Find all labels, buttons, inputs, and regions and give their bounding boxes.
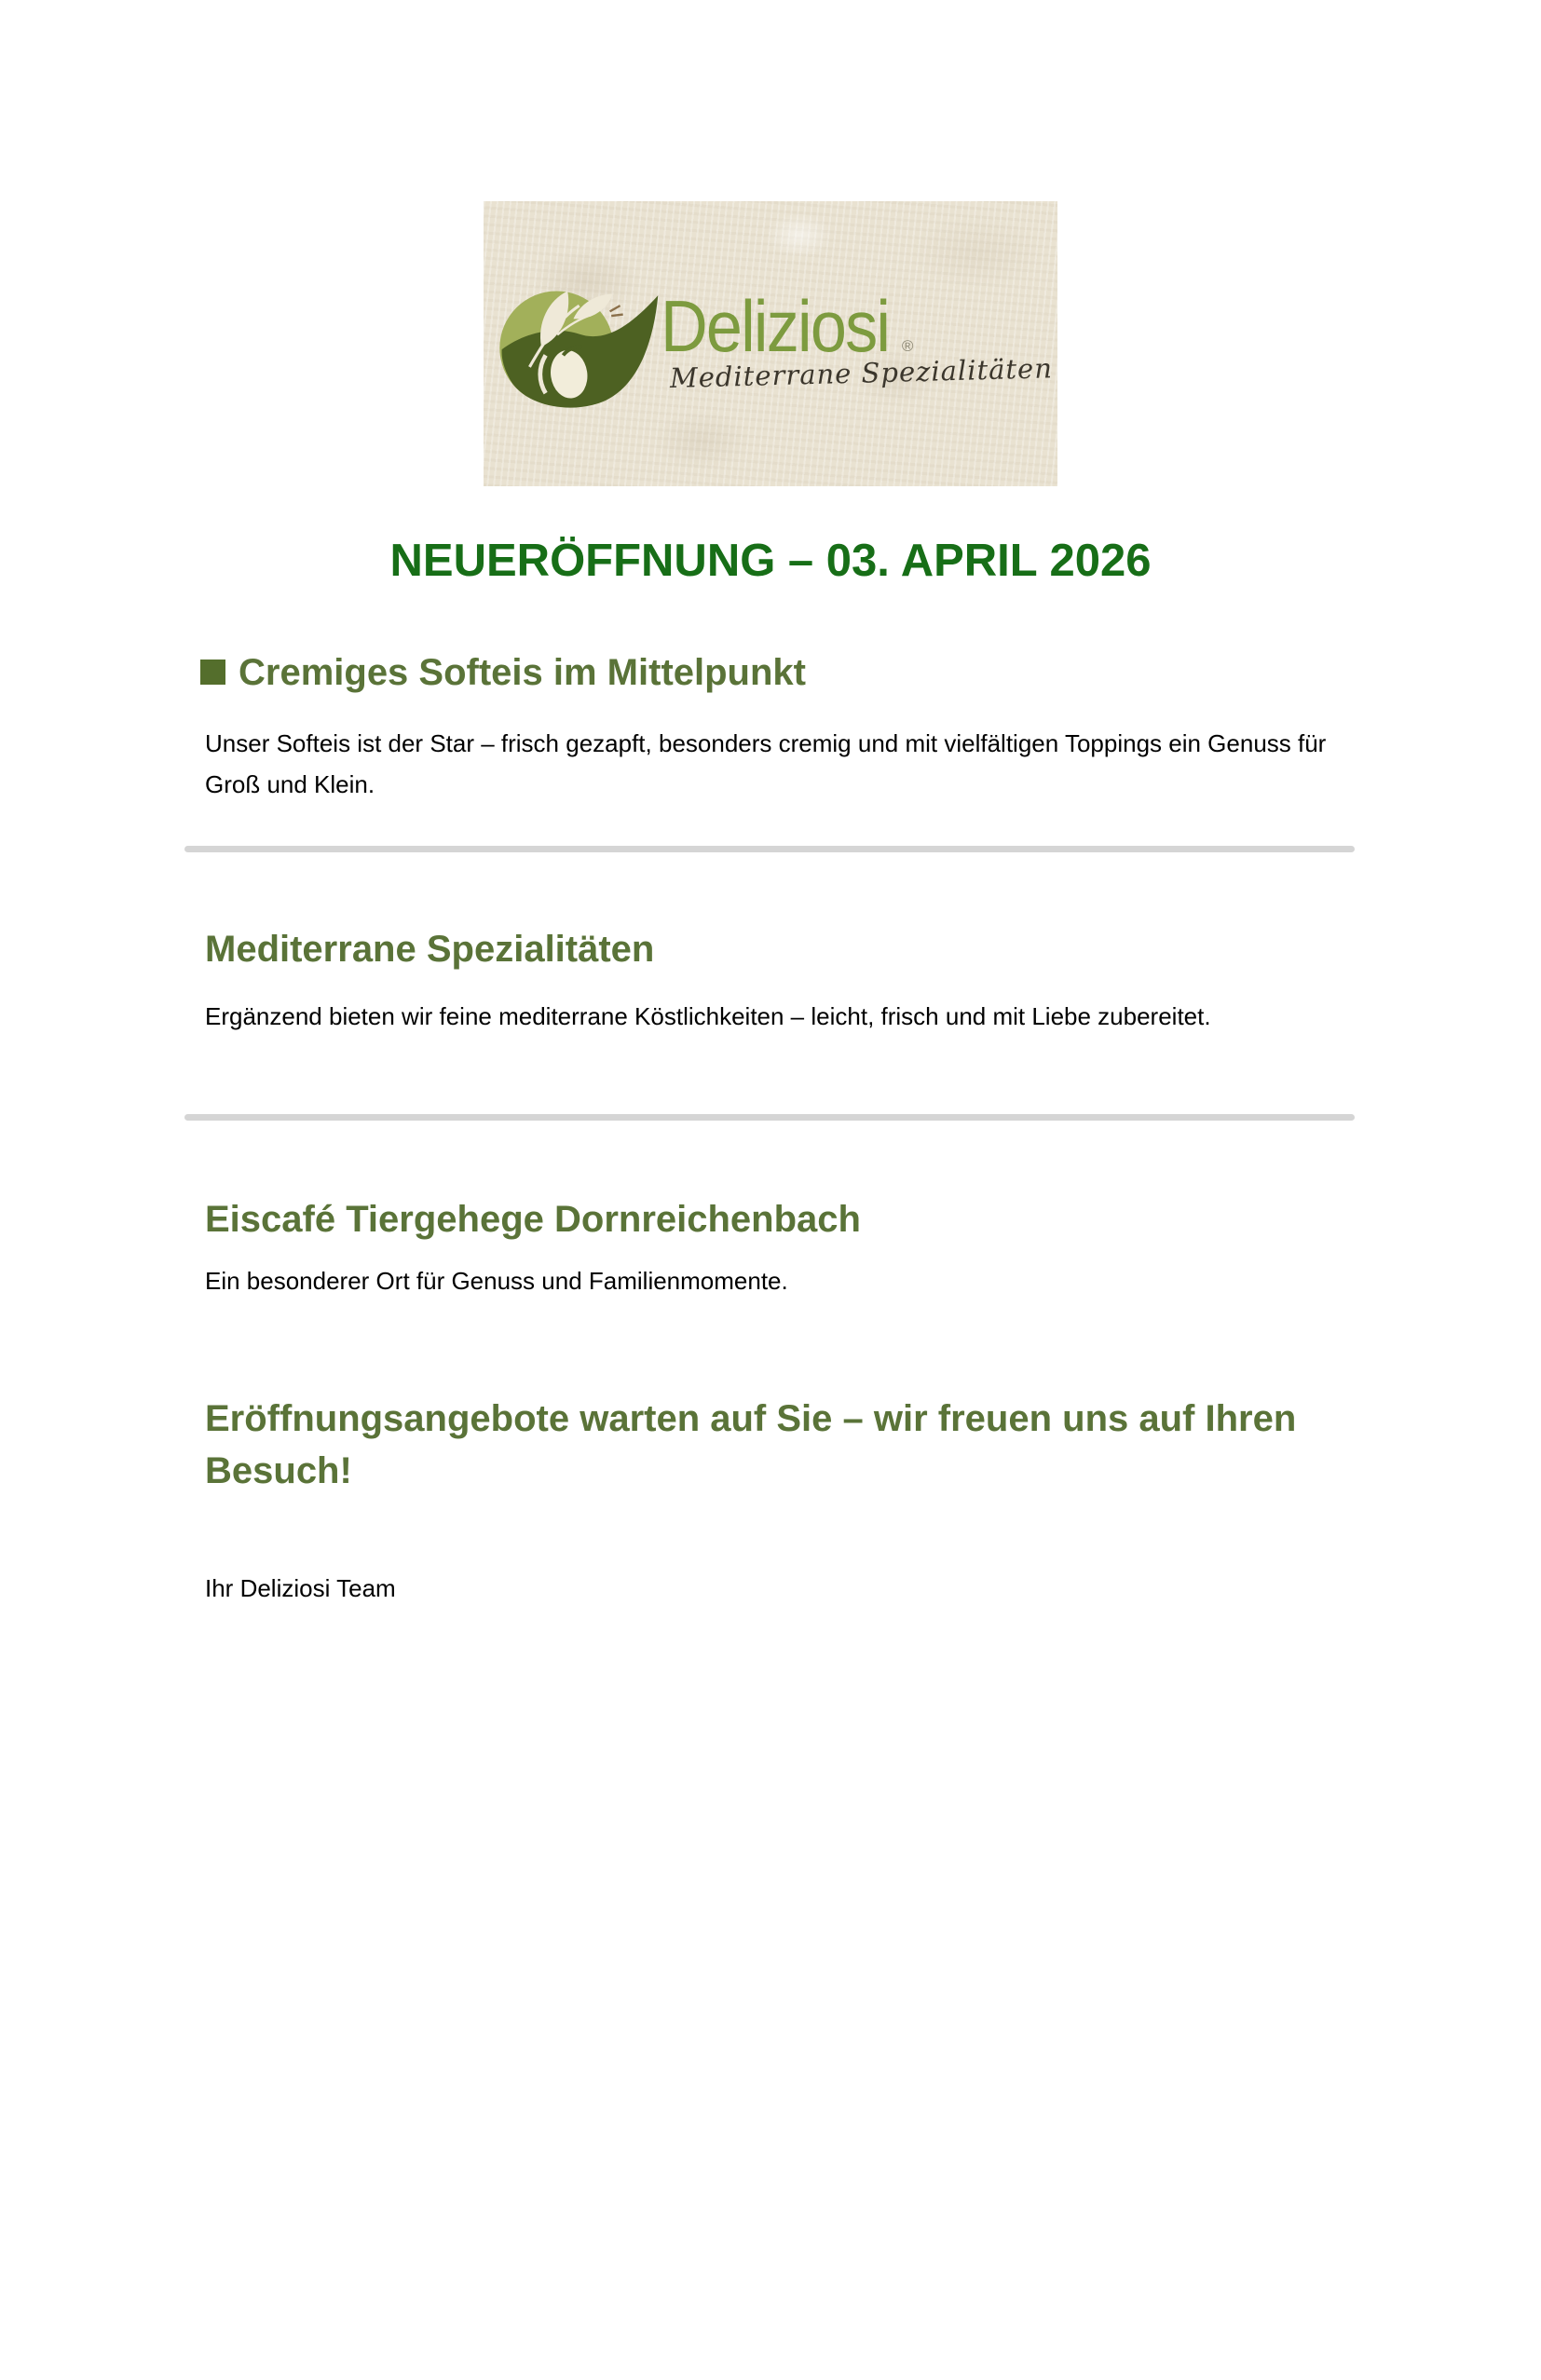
section-heading-text: Cremiges Softeis im Mittelpunkt	[239, 652, 806, 693]
brand-text-block	[661, 285, 1054, 394]
section-body-spezialitaeten: Ergänzend bieten wir feine mediterrane Köstlichkeiten – leicht, frisch und mit Liebe zubereitet.	[205, 1002, 1211, 1030]
section-heading-eiscafe: Eiscafé Tiergehege Dornreichenbach	[205, 1199, 861, 1240]
section-divider	[184, 846, 1355, 852]
section-body-eiscafe: Ein besonderer Ort für Genuss und Familienmomente.	[205, 1267, 788, 1295]
brand-banner	[484, 201, 1057, 486]
square-bullet-icon	[200, 660, 225, 685]
newsletter-page	[0, 201, 1541, 2380]
signature-text: Ihr Deliziosi Team	[205, 1574, 396, 1602]
section-divider	[184, 1114, 1355, 1121]
brand-name: Deliziosi	[661, 285, 890, 367]
registered-mark: ®	[901, 337, 914, 355]
section-heading-spezialitaeten: Mediterrane Spezialitäten	[205, 929, 655, 970]
section-body-softeis: Unser Softeis ist der Star – frisch gezapft, besonders cremig und mit vielfältigen Toppings ein Genuss für Groß und Klein.	[205, 729, 1327, 798]
brand-tagline: Mediterrane Spezialitäten	[670, 352, 1054, 394]
brand-logo	[487, 252, 1053, 435]
olive-branch-icon	[487, 258, 662, 435]
page-title: NEUERÖFFNUNG – 03. APRIL 2026	[389, 536, 1152, 586]
content-column	[184, 646, 1355, 1609]
section-heading-softeis	[184, 646, 1355, 699]
section-heading-eroeffnungsangebote: Eröffnungsangebote warten auf Sie – wir freuen uns auf Ihren Besuch!	[205, 1398, 1297, 1491]
